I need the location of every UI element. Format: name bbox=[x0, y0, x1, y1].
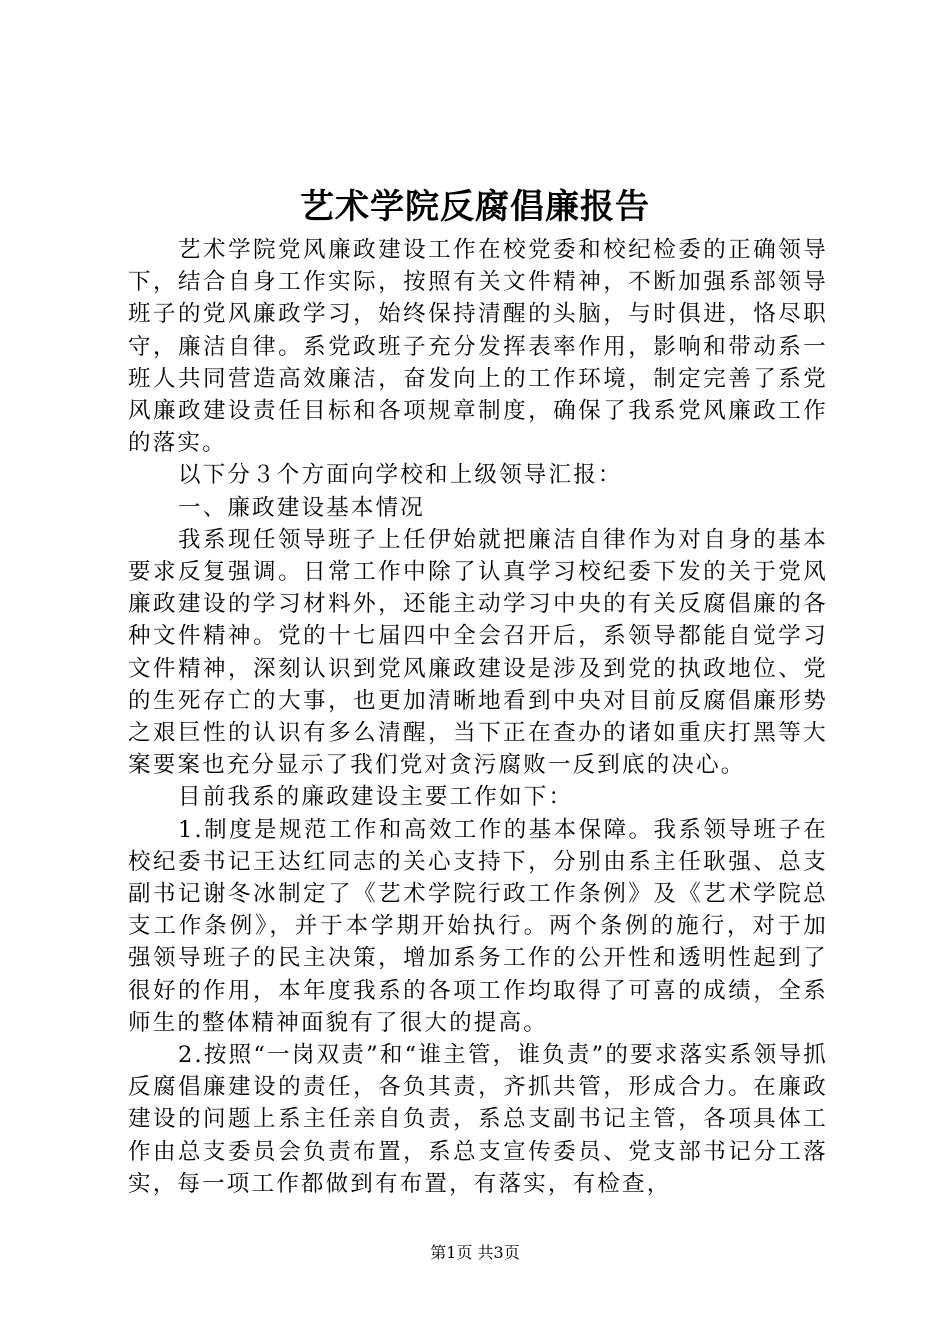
paragraph-intro: 艺术学院党风廉政建设工作在校党委和校纪检委的正确领导下，结合自身工作实际，按照有关文件精神，不断加强系部领导班子的党风廉政学习，始终保持清醒的头脑，与时俱进，恪尽职守，廉洁自律。系党政班子充分发挥表率作用，影响和带动系一班人共同营造高效廉洁，奋发向上的工作环境，制定完善了系党风廉政建设责任目标和各项规章制度，确保了我系党风廉政工作的落实。 bbox=[128, 237, 828, 457]
page-footer: 第1页 共3页 bbox=[430, 1243, 520, 1262]
paragraph-main-work-intro: 目前我系的廉政建设主要工作如下： bbox=[178, 784, 574, 811]
document-body bbox=[128, 234, 828, 1200]
paragraph-item-2: 2.按照“一岗双责”和“谁主管，谁负责”的要求落实系领导抓反腐倡廉建设的责任，各负其责，齐抓共管，形成合力。在廉政建设的问题上系主任亲自负责，系总支副书记主管，各项具体工作由总支委员会负责布置，系总支宣传委员、党支部书记分工落实，每一项工作都做到有布置，有落实，有检查， bbox=[128, 1042, 828, 1197]
paragraph-leadership-discipline: 我系现任领导班子上任伊始就把廉洁自律作为对自身的基本要求反复强调。日常工作中除了认真学习校纪委下发的关于党风廉政建设的学习材料外，还能主动学习中央的有关反腐倡廉的各种文件精神。党的十七届四中全会召开后，系领导都能自觉学习文件精神，深刻认识到党风廉政建设是涉及到党的执政地位、党的生死存亡的大事，也更加清晰地看到中央对目前反腐倡廉形势之艰巨性的认识有多么清醒，当下正在查办的诸如重庆打黑等大案要案也充分显示了我们党对贪污腐败一反到底的决心。 bbox=[128, 526, 828, 779]
section-heading-1: 一、廉政建设基本情况 bbox=[178, 494, 426, 521]
paragraph-report-outline: 以下分３个方面向学校和上级领导汇报： bbox=[178, 462, 623, 489]
paragraph-item-1: 1.制度是规范工作和高效工作的基本保障。我系领导班子在校纪委书记王达红同志的关心支持下，分别由系主任耿强、总支副书记谢冬冰制定了《艺术学院行政工作条例》及《艺术学院总支工作条例》，并于本学期开始执行。两个条例的施行，对于加强领导班子的民主决策，增加系务工作的公开性和透明性起到了很好的作用，本年度我系的各项工作均取得了可喜的成绩，全系师生的整体精神面貌有了很大的提高。 bbox=[128, 816, 828, 1036]
document-title: 艺术学院反腐倡廉报告 bbox=[300, 187, 650, 227]
